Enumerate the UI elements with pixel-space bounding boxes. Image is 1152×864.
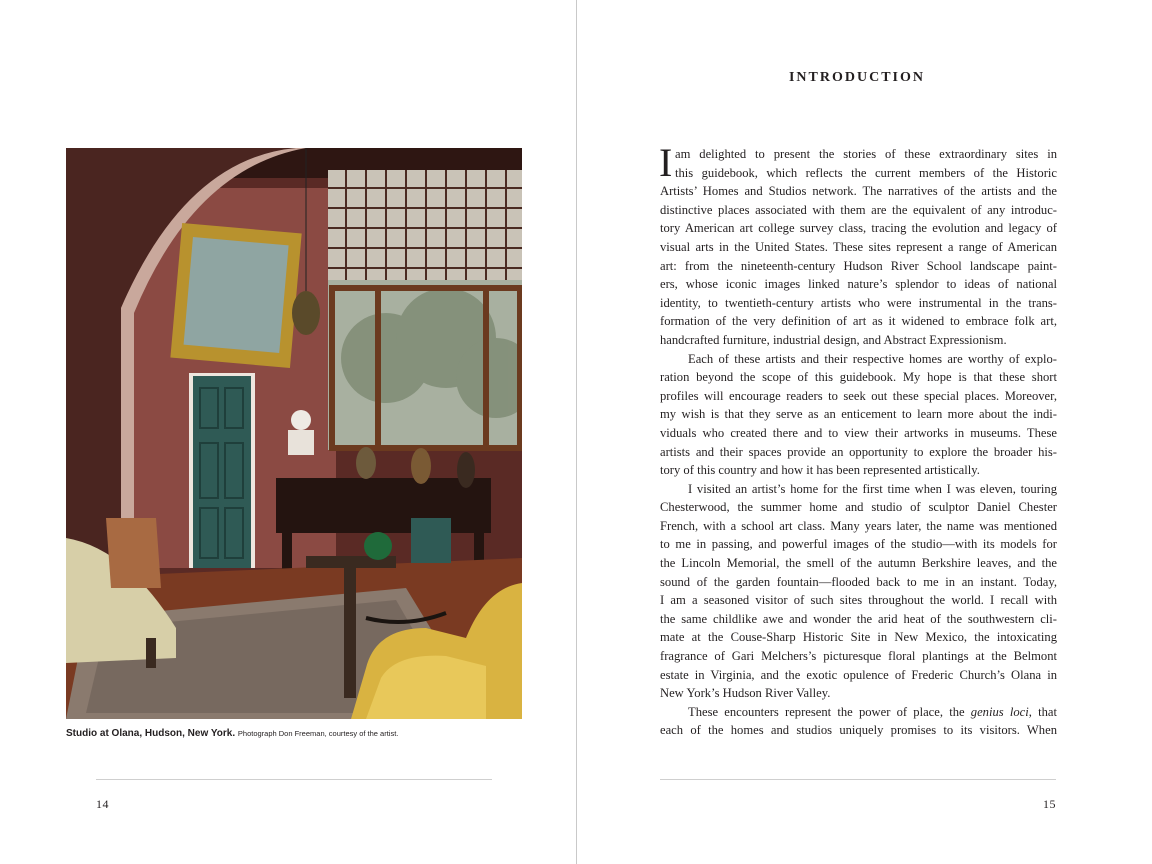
body-text: [659, 140, 1057, 740]
drop-cap: I: [659, 140, 673, 185]
text-line: art: from the nineteenth-century Hudson River School landscape paint-: [660, 258, 1057, 273]
caption-title: Studio at Olana, Hudson, New York.: [66, 728, 236, 739]
footer-rule-left: [96, 779, 492, 780]
text-line: profiles will encourage readers to seek out these special places. Moreover,: [660, 388, 1057, 403]
text-line: I am a seasoned visitor of such sites throughout the world. I recall with: [660, 593, 1057, 608]
photo-caption: [66, 728, 536, 739]
text-line: fragrance of Gari Melchers’s picturesque floral plantings at the Belmont: [660, 649, 1057, 664]
text-line: Chesterwood, the summer home and studio of sculptor Daniel Chester: [660, 500, 1057, 515]
text-line: the Lincoln Memorial, the smell of the autumn Berkshire leaves, and the: [660, 556, 1057, 571]
text-line: this guidebook, which reflects the current members of the Historic: [675, 165, 1057, 180]
text-line: identity, to twentieth-century artists who were instrumental in the trans-: [660, 295, 1057, 310]
text-line: each of the homes and studios uniquely promises to its visitors. When: [660, 723, 1057, 738]
text-line: distinctive places associated with them are the equivalent of any introduc-: [660, 202, 1057, 217]
text-line: tory of this country and how it has been represented artistically.: [660, 463, 980, 478]
text-line: the same childlike awe and wonder the arid heat of the southwestern cli-: [660, 611, 1057, 626]
caption-credit: Photograph Don Freeman, courtesy of the artist.: [237, 729, 399, 738]
footer-rule-right: [660, 779, 1056, 780]
text-line: my wish is that they serve as an enticement to learn more about the indi-: [660, 407, 1057, 422]
text-line: These encounters represent the power of place, the genius loci, that: [688, 704, 1057, 719]
text-line: mate at the Couse-Sharp Historic Site in New Mexico, the intoxicating: [660, 630, 1057, 645]
text-line: visual arts in the United States. These sites represent a range of American: [660, 239, 1057, 254]
page-number-left: 14: [96, 797, 109, 811]
text-line: ers, whose iconic images linked nature’s splendor to ideas of national: [660, 277, 1057, 292]
text-line: ration beyond the scope of this guidebook. My hope is that these short: [660, 370, 1057, 385]
studio-photo: [66, 148, 522, 719]
page-number-right: 15: [1043, 797, 1056, 811]
text-line: artists and their spaces provide an opportunity to explore the broader his-: [660, 444, 1057, 459]
text-line: New York’s Hudson River Valley.: [660, 686, 831, 701]
text-line: tory American art college survey class, tracing the evolution and legacy of: [660, 221, 1057, 236]
text-line: estate in Virginia, and the exotic opulence of Frederic Church’s Olana in: [660, 667, 1057, 682]
text-line: handcrafted furniture, industrial design, and Abstract Expressionism.: [660, 332, 1007, 347]
text-line: viduals who created there and to view their artworks in museums. These: [660, 425, 1057, 440]
text-line: I visited an artist’s home for the first time when I was eleven, touring: [688, 481, 1057, 496]
text-line: French, with a school art class. Many years later, the name was mentioned: [660, 518, 1057, 533]
text-line: sound of the garden fountain—flooded back to me in an instant. Today,: [660, 574, 1057, 589]
text-line: to me in passing, and powerful images of the studio—with its models for: [660, 537, 1057, 552]
right-page: [577, 0, 1152, 864]
text-line: Artists’ Homes and Studios network. The narratives of the artists and the: [660, 184, 1057, 199]
text-line: formation of the very definition of art as it widened to embrace folk art,: [660, 314, 1057, 329]
text-line: am delighted to present the stories of these extraordinary sites in: [675, 147, 1057, 161]
text-line: Each of these artists and their respective homes are worthy of explo-: [688, 351, 1057, 366]
chapter-heading: INTRODUCTION: [788, 70, 925, 85]
